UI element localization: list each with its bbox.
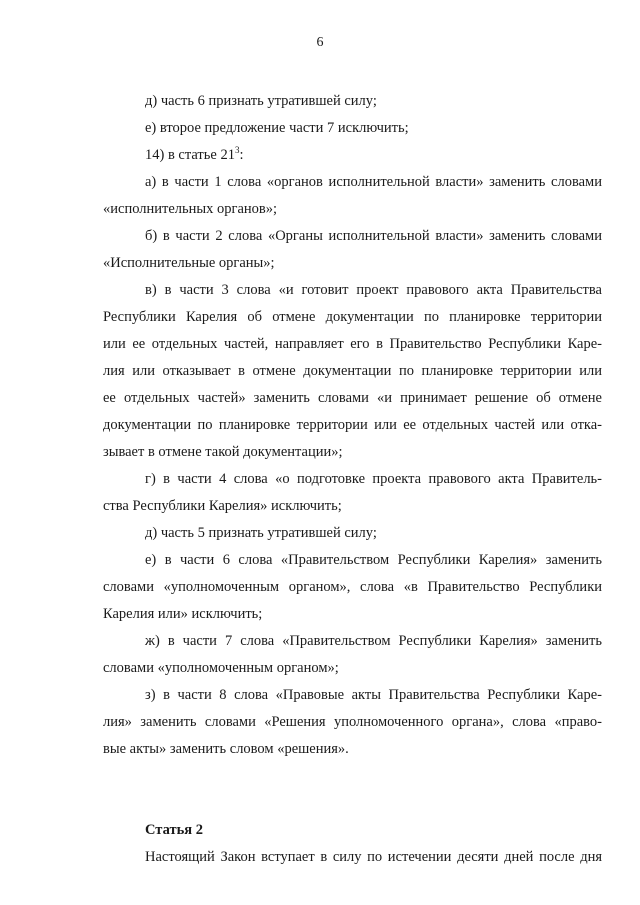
paragraph-z-line-1: з) в части 8 слова «Правовые акты Правительства Республики Каре- [145,687,602,703]
item-14-superscript: 3 [234,145,240,156]
paragraph-z-line-3: вые акты» заменить словом «решения». [103,741,349,757]
paragraph-e2-line-1: е) в части 6 слова «Правительством Республики Карелия» заменить [145,552,602,568]
paragraph-d2-line-1: д) часть 5 признать утратившей силу; [145,525,377,541]
paragraph-e-line-1: е) второе предложение части 7 исключить; [145,120,409,136]
paragraph-v-line-7: зывает в отмене такой документации»; [103,444,343,460]
paragraph-zh-line-1: ж) в части 7 слова «Правительством Республики Карелия» заменить [145,633,602,649]
paragraph-e2-line-3: Карелия или» исключить; [103,606,263,622]
paragraph-v-line-5: ее отдельных частей» заменить словами «и принимает решение об отмене [103,390,602,406]
page-number: 6 [316,35,324,50]
paragraph-v-line-3: или ее отдельных частей, направляет его в Правительство Республики Каре- [103,336,602,352]
paragraph-g-line-2: ства Республики Карелия» исключить; [103,498,342,514]
item-14-colon: : [239,147,244,163]
article-heading: Статья 2 [145,822,203,838]
paragraph-v-line-2: Республики Карелия об отмене документации по планировке территории [103,309,602,325]
paragraph-z-line-2: лия» заменить словами «Решения уполномоченного органа», слова «право- [103,714,602,730]
paragraph-a-line-2: «исполнительных органов»; [103,201,278,217]
paragraph-d-line-1: д) часть 6 признать утратившей силу; [145,93,377,109]
paragraph-v-line-4: лия или отказывает в отмене документации по планировке территории или [103,363,602,379]
paragraph-zh-line-2: словами «уполномоченным органом»; [103,660,339,676]
paragraph-v-line-6: документации по планировке территории или ее отдельных частей или отка- [103,417,602,433]
paragraph-e2-line-2: словами «уполномоченным органом», слова «в Правительство Республики [103,579,602,595]
document-body [103,88,602,871]
paragraph-b-line-1: б) в части 2 слова «Органы исполнительной власти» заменить словами [145,228,602,244]
item-14-line [103,142,602,169]
section-gap [103,763,602,817]
paragraph-v-line-1: в) в части 3 слова «и готовит проект правового акта Правительства [145,282,602,298]
item-14-text: 14) в статье 21 [145,147,235,163]
paragraph-a-line-1: а) в части 1 слова «органов исполнительной власти» заменить словами [145,174,602,190]
paragraph-g-line-1: г) в части 4 слова «о подготовке проекта правового акта Правитель- [145,471,602,487]
article-line-1: Настоящий Закон вступает в силу по истечении десяти дней после дня [145,849,602,865]
paragraph-b-line-2: «Исполнительные органы»; [103,255,275,271]
